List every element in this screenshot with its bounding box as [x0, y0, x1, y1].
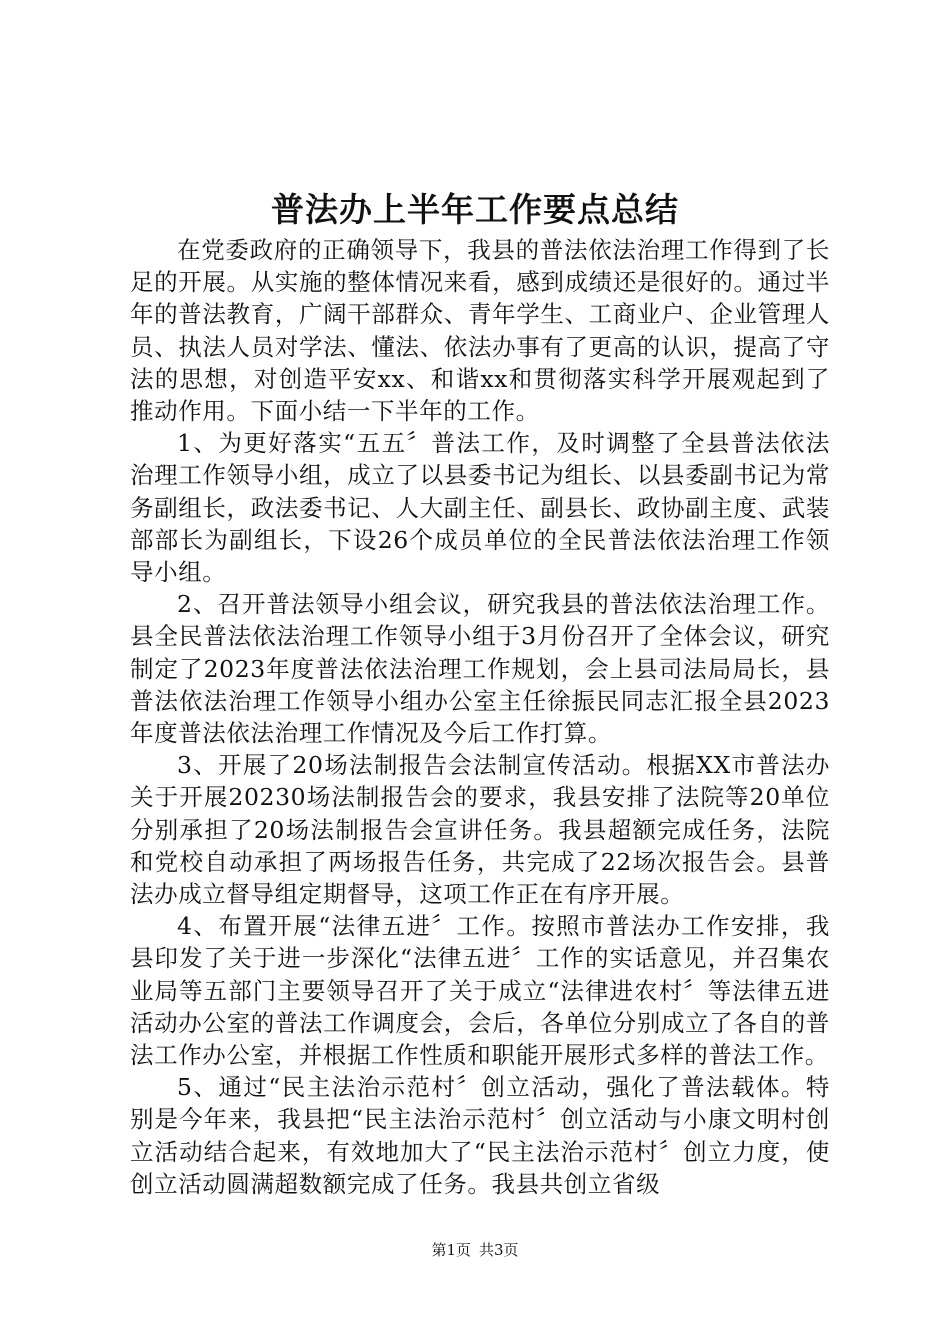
- page-number: 第1页: [431, 1241, 471, 1259]
- paragraph-item-3: 3、开展了20场法制报告会法制宣传活动。根据XX市普法办关于开展20230场法制报告会的要求，我县安排了法院等20单位分别承担了20场法制报告会宣讲任务。我县超额完成任务，法院和党校自动承担了两场报告任务，共完成了22场次报告会。县普法办成立督导组定期督导，这项工作正在有序开展。: [130, 751, 830, 909]
- paragraph-item-2: 2、召开普法领导小组会议，研究我县的普法依法治理工作。县全民普法依法治理工作领导小组于3月份召开了全体会议，研究制定了2023年度普法依法治理工作规划，会上县司法局局长，县普法依法治理工作领导小组办公室主任徐振民同志汇报全县2023年度普法依法治理工作情况及今后工作打算。: [130, 590, 830, 748]
- page-title: 普法办上半年工作要点总结: [271, 190, 679, 229]
- page-footer: [0, 1240, 950, 1260]
- paragraph-item-1: 1、为更好落实“五五〞普法工作，及时调整了全县普法依法治理工作领导小组，成立了以县委书记为组长、以县委副书记为常务副组长，政法委书记、人大副主任、副县长、政协副主度、武装部部长为副组长，下设26个成员单位的全民普法依法治理工作领导小组。: [130, 429, 830, 587]
- paragraph-item-5: 5、通过“民主法治示范村〞创立活动，强化了普法载体。特别是今年来，我县把“民主法治示范村〞创立活动与小康文明村创立活动结合起来，有效地加大了“民主法治示范村〞创立力度，使创立活动圆满超数额完成了任务。我县共创立省级: [130, 1073, 830, 1198]
- paragraph-item-4: 4、布置开展“法律五进〞工作。按照市普法办工作安排，我县印发了关于进一步深化“法律五进〞工作的实话意见，并召集农业局等五部门主要领导召开了关于成立“法律进农村〞等法律五进活动办公室的普法工作调度会，会后，各单位分别成立了各自的普法工作办公室，并根据工作性质和职能开展形式多样的普法工作。: [130, 912, 830, 1070]
- paragraph-intro: 在党委政府的正确领导下，我县的普法依法治理工作得到了长足的开展。从实施的整体情况来看，感到成绩还是很好的。通过半年的普法教育，广阔干部群众、青年学生、工商业户、企业管理人员、执法人员对学法、懂法、依法办事有了更高的认识，提高了守法的思想，对创造平安xx、和谐xx和贯彻落实科学开展观起到了推动作用。下面小结一下半年的工作。: [130, 236, 830, 426]
- page-total: 共3页: [479, 1241, 519, 1259]
- document-body: [130, 234, 830, 1200]
